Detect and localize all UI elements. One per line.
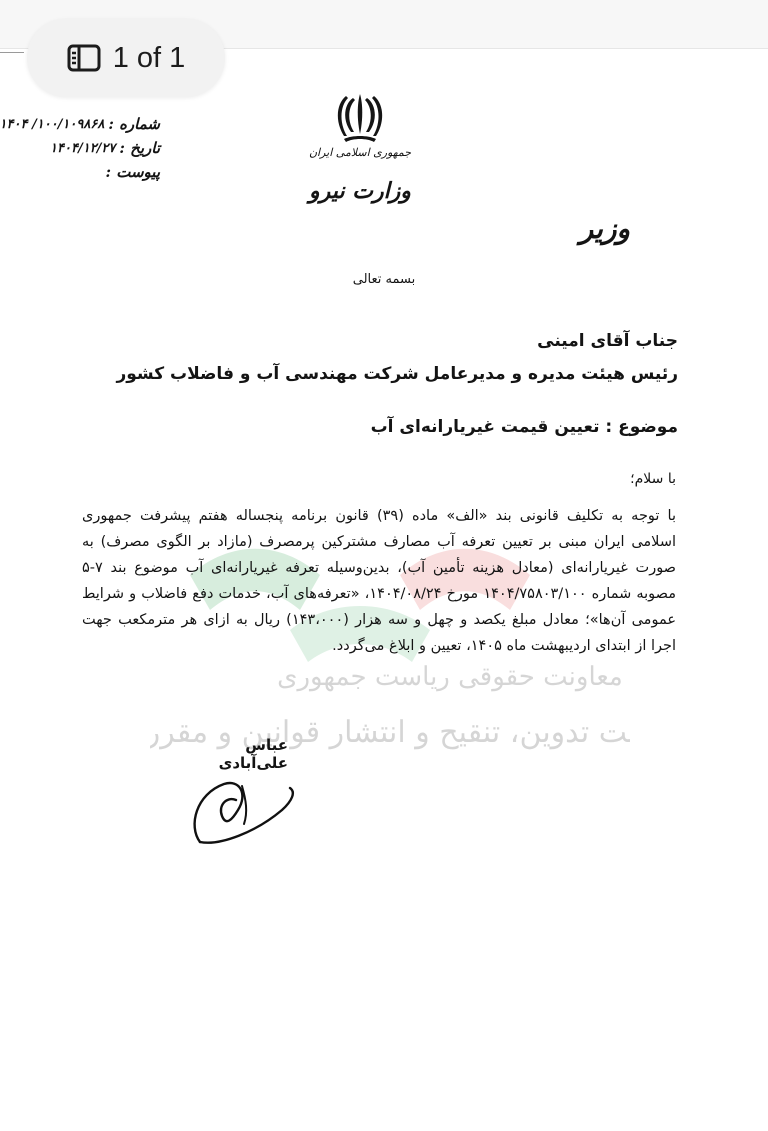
minister-title: وزیر xyxy=(579,212,630,245)
letter-date-label: تاریخ : xyxy=(119,139,160,157)
page-count-label: 1 of 1 xyxy=(112,41,186,74)
republic-label: جمهوری اسلامی ایران xyxy=(308,146,412,159)
signer-name: عباس علی‌آبادی xyxy=(218,736,288,772)
letter-number-value: ۱۰۰/۱۰۹۸۶۸/ ۱۴۰۴ xyxy=(0,116,105,132)
letter-number-label: شماره : xyxy=(108,115,160,133)
recipient-name: جناب آقای امینی xyxy=(537,331,678,351)
attachment-row xyxy=(10,160,160,184)
recipient-position: رئیس هیئت مدیره و مدیرعامل شرکت مهندسی آب و فاضلاب کشور xyxy=(116,364,678,384)
letter-meta xyxy=(0,112,160,184)
emblem-icon xyxy=(334,90,386,144)
letter-body-paragraph: با توجه به تکلیف قانونی بند «الف» ماده (۳۹) قانون برنامه پنجساله هفتم پیشرفت جمهوری اسلامی ایران مبنی بر تعیین تعرفه آب مصارف مشترکین پرمصرف (مازاد بر الگوی مصرف) به صورت غیریارانه‌ای (معادل هزینه تأمین آب)، بدین‌وسیله تعرفه غیریارانه‌ای آب موضوع بند ۷-۵ مصوبه شماره ۱۴۰۴/۷۵۸۰۳/۱۰۰ مورخ ۱۴۰۴/۰۸/۲۴، «تعرفه‌های آب، خدمات دفع فاضلاب و شرایط عمومی آن‌ها»؛ معادل مبلغ یکصد و چهل و سه هزار (۱۴۳،۰۰۰) ریال به ازای هر مترمکعب جهت اجرا از ابتدای اردیبهشت ماه ۱۴۰۵، تعیین و ابلاغ می‌گردد. xyxy=(82,508,676,654)
signature-mark xyxy=(186,770,302,852)
page-indicator[interactable] xyxy=(27,19,225,97)
page-view-icon xyxy=(67,44,101,72)
divider xyxy=(0,52,24,53)
letter-date-row xyxy=(10,136,160,160)
letter-date-value: ۱۴۰۴/۱۲/۲۷ xyxy=(50,140,116,156)
ministry-label: وزارت نیرو xyxy=(309,178,411,204)
subject-line: موضوع : تعیین قیمت غیریارانه‌ای آب xyxy=(370,417,678,437)
watermark-line-2: ت تدوین، تنقیح و انتشار قوانین و مقرر xyxy=(150,715,629,750)
greeting: با سلام؛ xyxy=(630,471,676,487)
attachment-label: پیوست : xyxy=(105,163,160,181)
letter-number-row xyxy=(0,112,160,136)
basmala: بسمه تعالی xyxy=(352,272,416,287)
watermark-line-1: معاونت حقوقی ریاست جمهوری xyxy=(277,662,623,692)
letter-body xyxy=(82,503,676,659)
